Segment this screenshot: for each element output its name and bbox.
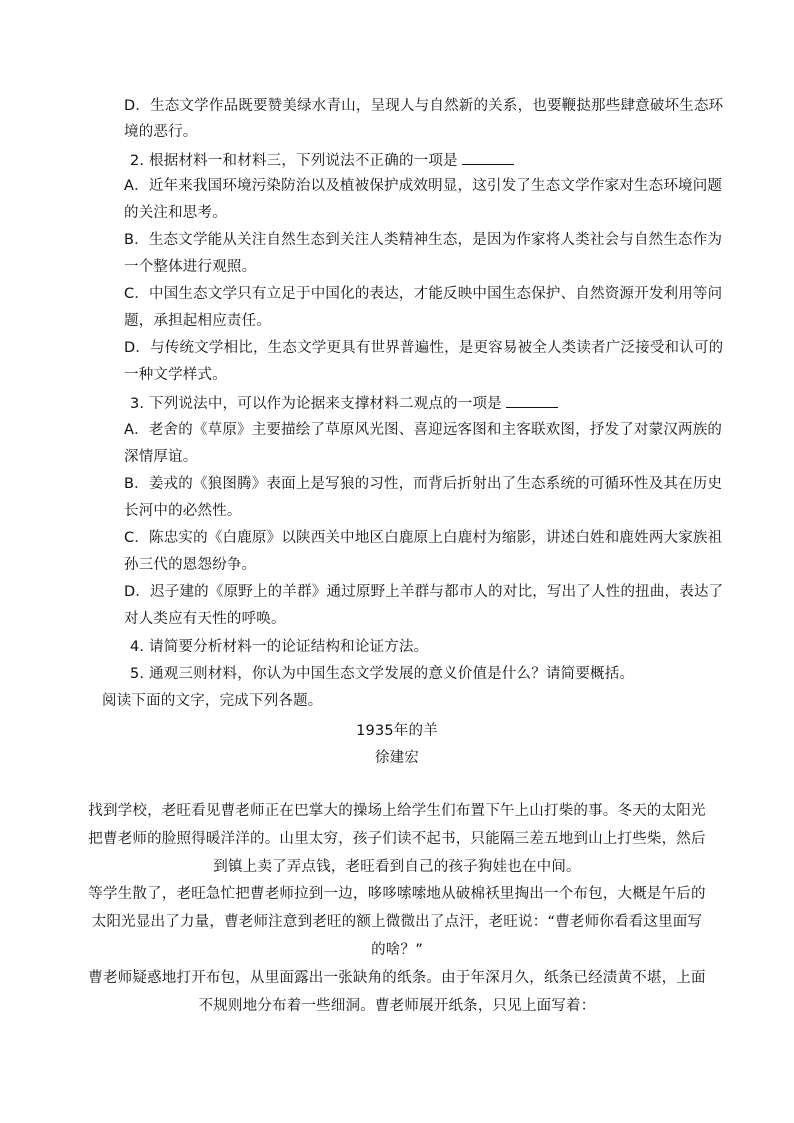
q3-option-c-line2: 孙三代的恩怨纷争。 (124, 557, 257, 573)
story-para2-line3: 的啥？” (371, 942, 423, 958)
answer-blank[interactable] (506, 393, 558, 408)
q3-option-b-line2: 长河中的必然性。 (124, 503, 242, 519)
story-para2-line1: 等学生散了，老旺急忙把曹老师拉到一边，哆哆嗦嗦地从破棉袄里掏出一个布包，大概是午后的 (88, 886, 706, 902)
story-para1-line1: 找到学校，老旺看见曹老师正在巴掌大的操场上给学生们布置下午上山打柴的事。冬天的太阳光 (88, 803, 706, 819)
q3-option-a-line1: A．老舍的《草原》主要描绘了草原风光图、喜迎远客图和主客联欢图，抒发了对蒙汉两族的 (124, 422, 723, 438)
q4-stem: 4. 请简要分析材料一的论证结构和论证方法。 (130, 639, 429, 655)
q2-option-c-line2: 题，承担起相应责任。 (124, 313, 271, 329)
q3-stem (130, 393, 558, 414)
q2-option-b-line2: 一个整体进行观照。 (124, 259, 257, 275)
q2-option-a-line1: A．近年来我国环境污染防治以及植被保护成效明显，这引发了生态文学作家对生态环境问题 (124, 178, 723, 194)
q1-option-d-line1: D．生态文学作品既要赞美绿水青山，呈现人与自然新的关系，也要鞭挞那些肆意破坏生态环 (124, 98, 724, 114)
q3-stem-text: 3. 下列说法中，可以作为论据来支撑材料二观点的一项是 (130, 396, 502, 412)
story-title: 1935年的羊 (356, 723, 438, 739)
reading-instructions: 阅读下面的文字，完成下列各题。 (102, 693, 323, 709)
story-para3-line1: 曹老师疑惑地打开布包，从里面露出一张缺角的纸条。由于年深月久，纸条已经渍黄不堪，上面 (88, 970, 706, 986)
story-para1-line2: 把曹老师的脸照得暖洋洋的。山里太穷，孩子们读不起书，只能隔三差五地到山上打些柴，然后 (88, 831, 706, 847)
q2-option-d-line1: D．与传统文学相比，生态文学更具有世界普遍性，是更容易被全人类读者广泛接受和认可的 (124, 340, 724, 356)
q3-option-d-line2: 对人类应有天性的呼唤。 (124, 611, 286, 627)
q2-option-a-line2: 的关注和思考。 (124, 205, 227, 221)
answer-blank[interactable] (462, 150, 514, 165)
q5-stem: 5. 通观三则材料，你认为中国生态文学发展的意义价值是什么？请简要概括。 (130, 666, 635, 682)
q2-stem-text: 2. 根据材料一和材料三，下列说法不正确的一项是 (130, 153, 458, 169)
story-author: 徐建宏 (374, 750, 420, 766)
q3-option-d-line1: D．迟子建的《原野上的羊群》通过原野上羊群与都市人的对比，写出了人性的扭曲，表达了 (124, 584, 724, 600)
story-para3-line2: 不规则地分布着一些细洞。曹老师展开纸条，只见上面写着： (198, 998, 596, 1014)
q3-option-a-line2: 深情厚谊。 (124, 449, 198, 465)
q2-option-b-line1: B．生态文学能从关注自然生态到关注人类精神生态，是因为作家将人类社会与自然生态作为 (124, 232, 723, 248)
q2-option-d-line2: 一种文学样式。 (124, 367, 227, 383)
q3-option-b-line1: B．姜戎的《狼图腾》表面上是写狼的习性，而背后折射出了生态系统的可循环性及其在历史 (124, 476, 723, 492)
q2-stem (130, 150, 514, 171)
story-para2-line2: 太阳光显出了力量，曹老师注意到老旺的额上微微出了点汗，老旺说：“曹老师你看看这里面写 (91, 914, 703, 930)
q3-option-c-line1: C．陈忠实的《白鹿原》以陕西关中地区白鹿原上白鹿村为缩影，讲述白姓和鹿姓两大家族祖 (124, 530, 723, 546)
q2-option-c-line1: C．中国生态文学只有立足于中国化的表达，才能反映中国生态保护、自然资源开发利用等问 (124, 286, 723, 302)
story-para1-line3: 到镇上卖了弄点钱，老旺看到自己的孩子狗娃也在中间。 (213, 859, 581, 875)
q1-option-d-line2: 境的恶行。 (124, 124, 198, 140)
